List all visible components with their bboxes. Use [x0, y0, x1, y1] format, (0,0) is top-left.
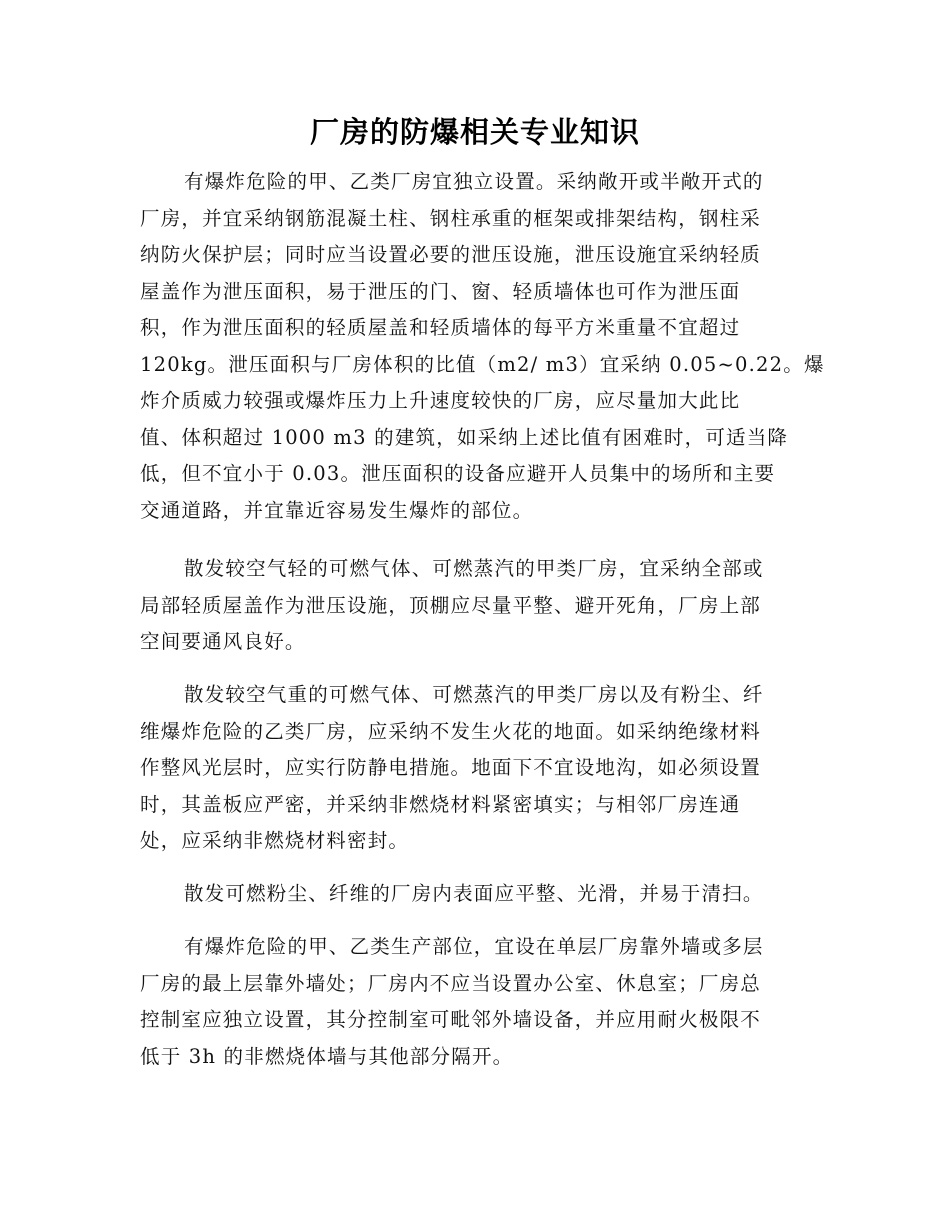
paragraph-line: 散发较空气轻的可燃气体、可燃蒸汽的甲类厂房，宜采纳全部或	[184, 557, 764, 580]
paragraph-line: 屋盖作为泄压面积，易于泄压的门、窗、轻质墙体也可作为泄压面	[140, 279, 741, 303]
paragraph-line: 有爆炸危险的甲、乙类厂房宜独立设置。采纳敞开或半敞开式的	[184, 170, 764, 193]
paragraph-line: 积，作为泄压面积的轻质屋盖和轻质墙体的每平方米重量不宜超过	[140, 316, 741, 339]
paragraph-line: 空间要通风良好。	[140, 630, 306, 653]
paragraph-line: 厂房，并宜采纳钢筋混凝土柱、钢柱承重的框架或排架结构，钢柱采	[140, 206, 762, 230]
paragraph-venting-requirements	[140, 164, 825, 529]
paragraph-line: 有爆炸危险的甲、乙类生产部位，宜设在单层厂房靠外墙或多层	[184, 935, 764, 958]
paragraph-line: 时，其盖板应严密，并采纳非燃烧材料紧密填实；与相邻厂房连通	[140, 792, 741, 816]
paragraph-light-gas	[140, 551, 802, 661]
page-title: 厂房的防爆相关专业知识	[309, 115, 640, 149]
paragraph-line: 纳防火保护层；同时应当设置必要的泄压设施，泄压设施宜采纳轻质	[140, 243, 762, 266]
paragraph-line: 维爆炸危险的乙类厂房，应采纳不发生火花的地面。如采纳绝缘材料	[140, 719, 762, 743]
paragraph-heavy-gas	[140, 677, 802, 860]
paragraph-dust-surfaces	[140, 876, 802, 913]
paragraph-line: 交通道路，并宜靠近容易发生爆炸的部位。	[140, 498, 534, 522]
paragraph-line: 控制室应独立设置，其分控制室可毗邻外墙设备，并应用耐火极限不	[140, 1008, 762, 1031]
paragraph-line: 散发可燃粉尘、纤维的厂房内表面应平整、光滑，并易于清扫。	[184, 882, 764, 905]
paragraph-line: 炸介质威力较强或爆炸压力上升速度较快的厂房，应尽量加大此比	[140, 389, 741, 412]
paragraph-production-location	[140, 929, 802, 1075]
paragraph-line: 散发较空气重的可燃气体、可燃蒸汽的甲类厂房以及有粉尘、纤	[184, 683, 764, 706]
paragraph-line: 局部轻质屋盖作为泄压设施，顶棚应尽量平整、避开死角，厂房上部	[140, 593, 762, 617]
paragraph-line: 低于 3h 的非燃烧体墙与其他部分隔开。	[140, 1044, 514, 1068]
paragraph-line: 低，但不宜小于 0.03。泄压面积的设备应避开人员集中的场所和主要	[140, 462, 776, 485]
paragraph-line: 值、体积超过 1000 m3 的建筑，如采纳上述比值有困难时，可适当降	[140, 425, 789, 449]
paragraph-line: 作整风光层时，应实行防静电措施。地面下不宜设地沟，如必须设置	[140, 756, 762, 779]
paragraph-line: 120kg。泄压面积与厂房体积的比值（m2/ m3）宜采纳 0.05~0.22。爆	[140, 352, 825, 376]
paragraph-line: 处，应采纳非燃烧材料密封。	[140, 829, 410, 852]
paragraph-line: 厂房的最上层靠外墙处；厂房内不应当设置办公室、休息室；厂房总	[140, 971, 762, 995]
